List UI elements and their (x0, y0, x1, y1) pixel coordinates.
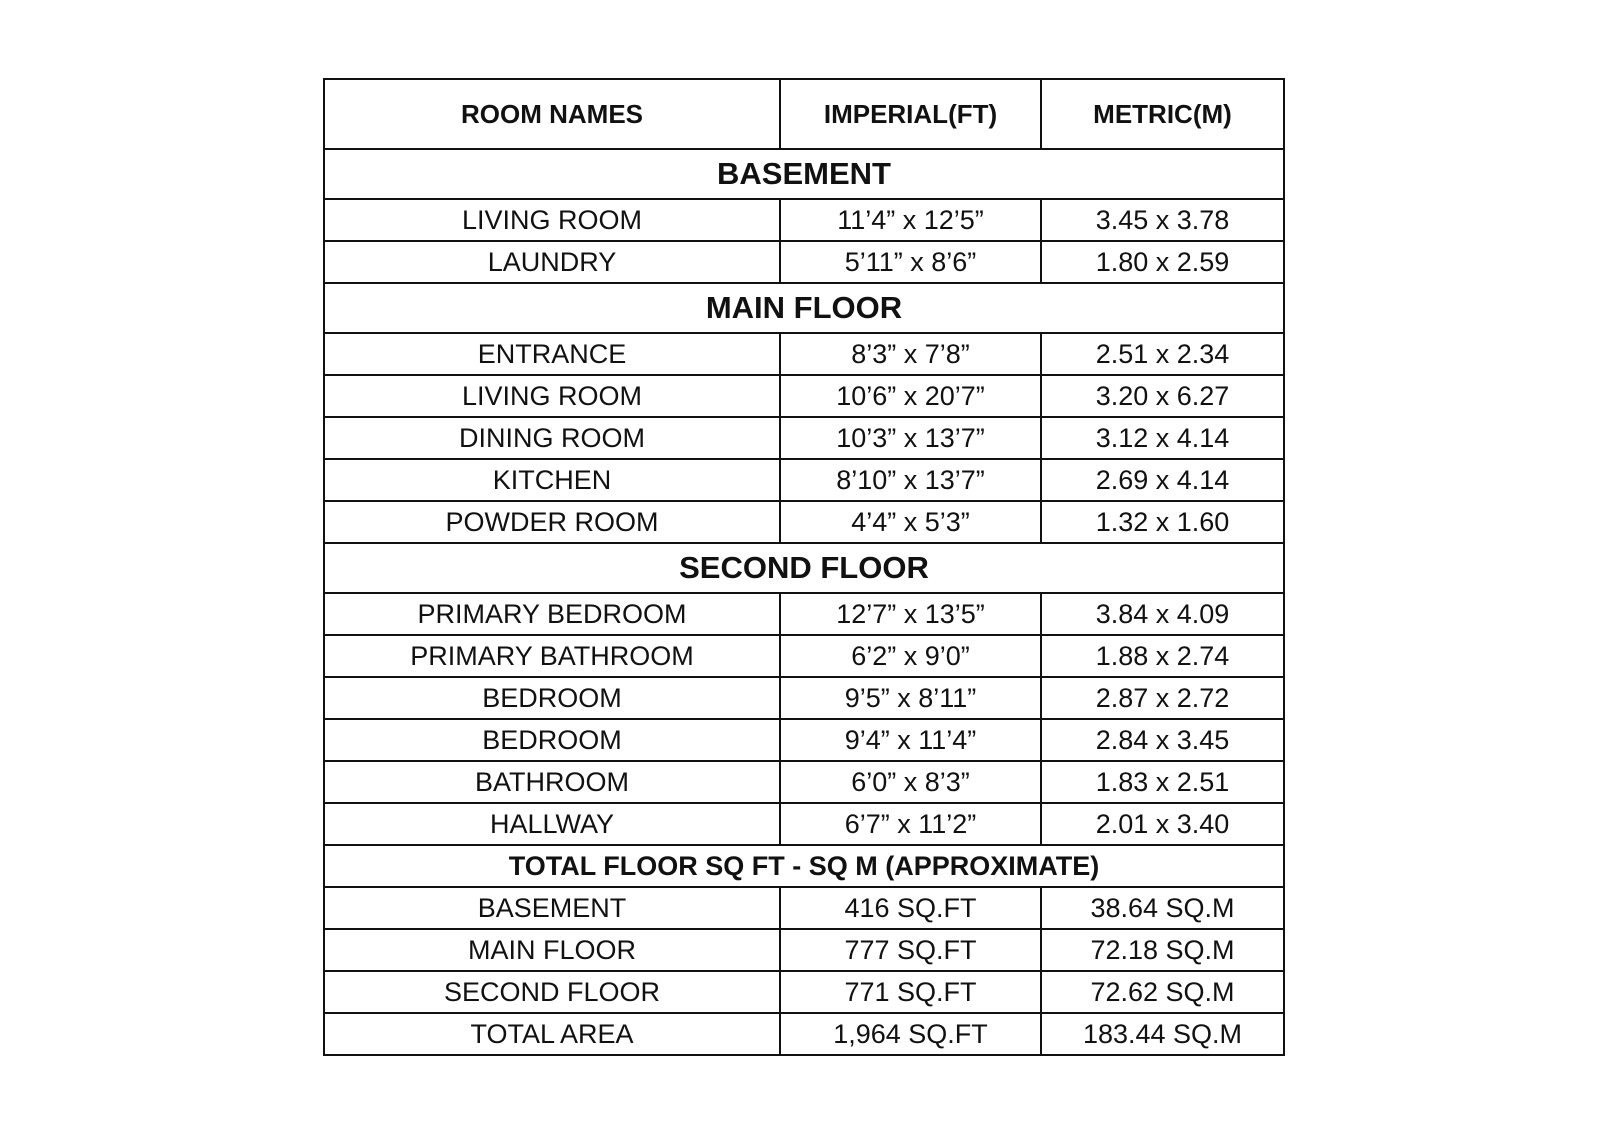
room-name-cell: DINING ROOM (324, 417, 780, 459)
imperial-cell: 6’2” x 9’0” (780, 635, 1041, 677)
room-name-cell: POWDER ROOM (324, 501, 780, 543)
table-row (324, 241, 1284, 283)
table-row (324, 761, 1284, 803)
room-name-cell: LAUNDRY (324, 241, 780, 283)
room-name-cell: LIVING ROOM (324, 199, 780, 241)
table-row (324, 459, 1284, 501)
section-main-floor-title: MAIN FLOOR (324, 283, 1284, 333)
metric-cell: 1.83 x 2.51 (1041, 761, 1284, 803)
section-second-floor-row (324, 543, 1284, 593)
metric-cell: 2.01 x 3.40 (1041, 803, 1284, 845)
header-imperial: IMPERIAL(FT) (780, 79, 1041, 149)
table-row (324, 333, 1284, 375)
metric-cell: 2.87 x 2.72 (1041, 677, 1284, 719)
imperial-cell: 9’4” x 11’4” (780, 719, 1041, 761)
metric-cell: 38.64 SQ.M (1041, 887, 1284, 929)
metric-cell: 72.62 SQ.M (1041, 971, 1284, 1013)
header-metric: METRIC(M) (1041, 79, 1284, 149)
table-row (324, 1013, 1284, 1055)
section-basement-title: BASEMENT (324, 149, 1284, 199)
metric-cell: 2.51 x 2.34 (1041, 333, 1284, 375)
table-row (324, 375, 1284, 417)
totals-title: TOTAL FLOOR SQ FT - SQ M (APPROXIMATE) (324, 845, 1284, 887)
table-row (324, 199, 1284, 241)
metric-cell: 3.84 x 4.09 (1041, 593, 1284, 635)
room-name-cell: SECOND FLOOR (324, 971, 780, 1013)
metric-cell: 3.20 x 6.27 (1041, 375, 1284, 417)
imperial-cell: 9’5” x 8’11” (780, 677, 1041, 719)
room-name-cell: BEDROOM (324, 719, 780, 761)
imperial-cell: 416 SQ.FT (780, 887, 1041, 929)
table-row (324, 677, 1284, 719)
table-row (324, 887, 1284, 929)
imperial-cell: 771 SQ.FT (780, 971, 1041, 1013)
metric-cell: 1.32 x 1.60 (1041, 501, 1284, 543)
imperial-cell: 5’11” x 8’6” (780, 241, 1041, 283)
room-dimensions-table (323, 78, 1285, 1056)
room-name-cell: HALLWAY (324, 803, 780, 845)
room-name-cell: BASEMENT (324, 887, 780, 929)
imperial-cell: 6’0” x 8’3” (780, 761, 1041, 803)
imperial-cell: 10’6” x 20’7” (780, 375, 1041, 417)
section-basement-row (324, 149, 1284, 199)
imperial-cell: 1,964 SQ.FT (780, 1013, 1041, 1055)
room-name-cell: KITCHEN (324, 459, 780, 501)
imperial-cell: 10’3” x 13’7” (780, 417, 1041, 459)
imperial-cell: 8’10” x 13’7” (780, 459, 1041, 501)
metric-cell: 2.69 x 4.14 (1041, 459, 1284, 501)
room-name-cell: LIVING ROOM (324, 375, 780, 417)
room-name-cell: MAIN FLOOR (324, 929, 780, 971)
imperial-cell: 777 SQ.FT (780, 929, 1041, 971)
table-row (324, 719, 1284, 761)
table-row (324, 501, 1284, 543)
header-room-names: ROOM NAMES (324, 79, 780, 149)
table-row (324, 417, 1284, 459)
table-row (324, 971, 1284, 1013)
imperial-cell: 8’3” x 7’8” (780, 333, 1041, 375)
room-name-cell: ENTRANCE (324, 333, 780, 375)
metric-cell: 183.44 SQ.M (1041, 1013, 1284, 1055)
room-name-cell: BEDROOM (324, 677, 780, 719)
table-row (324, 929, 1284, 971)
imperial-cell: 11’4” x 12’5” (780, 199, 1041, 241)
table-body (324, 149, 1284, 1055)
room-name-cell: TOTAL AREA (324, 1013, 780, 1055)
section-second-floor-title: SECOND FLOOR (324, 543, 1284, 593)
table-header-row (324, 79, 1284, 149)
totals-row (324, 845, 1284, 887)
metric-cell: 3.12 x 4.14 (1041, 417, 1284, 459)
metric-cell: 2.84 x 3.45 (1041, 719, 1284, 761)
section-main-floor-row (324, 283, 1284, 333)
imperial-cell: 6’7” x 11’2” (780, 803, 1041, 845)
table-row (324, 803, 1284, 845)
table-row (324, 593, 1284, 635)
metric-cell: 1.80 x 2.59 (1041, 241, 1284, 283)
room-name-cell: BATHROOM (324, 761, 780, 803)
imperial-cell: 12’7” x 13’5” (780, 593, 1041, 635)
metric-cell: 1.88 x 2.74 (1041, 635, 1284, 677)
metric-cell: 3.45 x 3.78 (1041, 199, 1284, 241)
room-name-cell: PRIMARY BEDROOM (324, 593, 780, 635)
imperial-cell: 4’4” x 5’3” (780, 501, 1041, 543)
room-name-cell: PRIMARY BATHROOM (324, 635, 780, 677)
metric-cell: 72.18 SQ.M (1041, 929, 1284, 971)
table-row (324, 635, 1284, 677)
